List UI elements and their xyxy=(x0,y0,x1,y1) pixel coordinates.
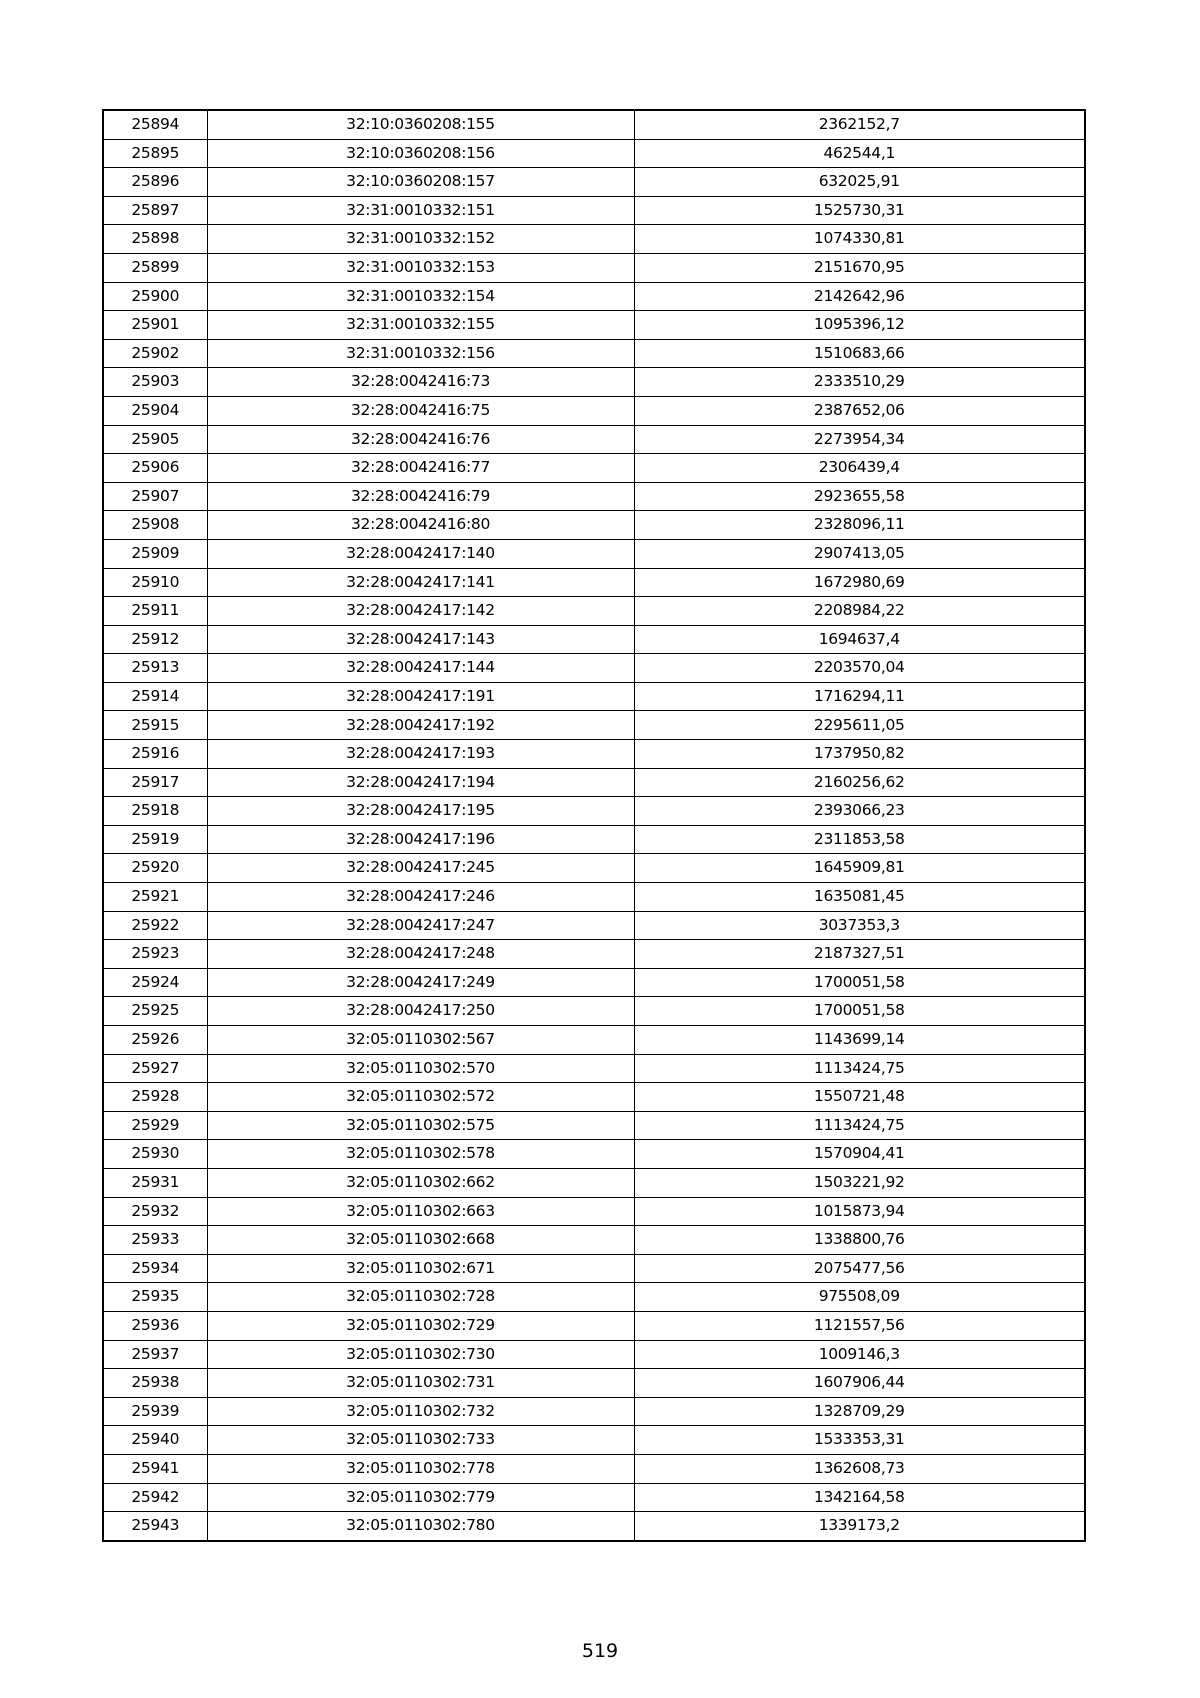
cadastral-value-cell: 1121557,56 xyxy=(634,1311,1085,1340)
cadastral-number-cell: 32:28:0042417:142 xyxy=(207,597,634,626)
cadastral-value-cell: 1550721,48 xyxy=(634,1083,1085,1112)
row-number-cell: 25896 xyxy=(103,168,207,197)
row-number-cell: 25897 xyxy=(103,196,207,225)
page-number: 519 xyxy=(581,1640,619,1662)
row-number-cell: 25927 xyxy=(103,1054,207,1083)
table-row xyxy=(103,1283,1085,1312)
cadastral-value-cell: 1362608,73 xyxy=(634,1454,1085,1483)
cadastral-value-cell: 2151670,95 xyxy=(634,253,1085,282)
cadastral-value-cell: 2203570,04 xyxy=(634,654,1085,683)
row-number-cell: 25909 xyxy=(103,539,207,568)
cadastral-value-cell: 1716294,11 xyxy=(634,682,1085,711)
table-row xyxy=(103,597,1085,626)
table-row xyxy=(103,825,1085,854)
cadastral-value-cell: 1095396,12 xyxy=(634,311,1085,340)
cadastral-value-cell: 2362152,7 xyxy=(634,110,1085,139)
cadastral-number-cell: 32:05:0110302:572 xyxy=(207,1083,634,1112)
row-number-cell: 25894 xyxy=(103,110,207,139)
row-number-cell: 25899 xyxy=(103,253,207,282)
cadastral-number-cell: 32:28:0042417:191 xyxy=(207,682,634,711)
cadastral-number-cell: 32:28:0042417:196 xyxy=(207,825,634,854)
row-number-cell: 25926 xyxy=(103,1026,207,1055)
table-row xyxy=(103,225,1085,254)
table-row xyxy=(103,625,1085,654)
row-number-cell: 25930 xyxy=(103,1140,207,1169)
cadastral-number-cell: 32:05:0110302:578 xyxy=(207,1140,634,1169)
table-row xyxy=(103,139,1085,168)
cadastral-number-cell: 32:28:0042417:245 xyxy=(207,854,634,883)
table-row xyxy=(103,1397,1085,1426)
cadastral-number-cell: 32:28:0042416:79 xyxy=(207,482,634,511)
cadastral-number-cell: 32:05:0110302:570 xyxy=(207,1054,634,1083)
table-row xyxy=(103,1483,1085,1512)
row-number-cell: 25935 xyxy=(103,1283,207,1312)
cadastral-value-cell: 2273954,34 xyxy=(634,425,1085,454)
cadastral-value-cell: 1525730,31 xyxy=(634,196,1085,225)
cadastral-value-cell: 1009146,3 xyxy=(634,1340,1085,1369)
cadastral-number-cell: 32:28:0042416:75 xyxy=(207,396,634,425)
cadastral-value-cell: 632025,91 xyxy=(634,168,1085,197)
cadastral-number-cell: 32:28:0042417:246 xyxy=(207,883,634,912)
cadastral-number-cell: 32:28:0042417:140 xyxy=(207,539,634,568)
cadastral-value-cell: 2160256,62 xyxy=(634,768,1085,797)
cadastral-value-table xyxy=(102,109,1086,1542)
cadastral-number-cell: 32:31:0010332:155 xyxy=(207,311,634,340)
cadastral-number-cell: 32:05:0110302:668 xyxy=(207,1226,634,1255)
cadastral-number-cell: 32:05:0110302:731 xyxy=(207,1369,634,1398)
cadastral-value-cell: 2333510,29 xyxy=(634,368,1085,397)
cadastral-number-cell: 32:31:0010332:154 xyxy=(207,282,634,311)
cadastral-value-cell: 2907413,05 xyxy=(634,539,1085,568)
table-row xyxy=(103,797,1085,826)
table-row xyxy=(103,968,1085,997)
row-number-cell: 25901 xyxy=(103,311,207,340)
cadastral-value-cell: 1700051,58 xyxy=(634,997,1085,1026)
table-row xyxy=(103,1083,1085,1112)
table-row xyxy=(103,1454,1085,1483)
row-number-cell: 25934 xyxy=(103,1254,207,1283)
cadastral-number-cell: 32:05:0110302:779 xyxy=(207,1483,634,1512)
row-number-cell: 25942 xyxy=(103,1483,207,1512)
cadastral-number-cell: 32:31:0010332:156 xyxy=(207,339,634,368)
table-row xyxy=(103,997,1085,1026)
table-row xyxy=(103,883,1085,912)
cadastral-number-cell: 32:28:0042417:141 xyxy=(207,568,634,597)
table-row xyxy=(103,511,1085,540)
cadastral-value-cell: 1645909,81 xyxy=(634,854,1085,883)
row-number-cell: 25925 xyxy=(103,997,207,1026)
row-number-cell: 25931 xyxy=(103,1168,207,1197)
table-row xyxy=(103,1054,1085,1083)
table-row xyxy=(103,1426,1085,1455)
cadastral-value-cell: 2295611,05 xyxy=(634,711,1085,740)
cadastral-number-cell: 32:05:0110302:732 xyxy=(207,1397,634,1426)
cadastral-value-cell: 1672980,69 xyxy=(634,568,1085,597)
cadastral-value-cell: 2393066,23 xyxy=(634,797,1085,826)
cadastral-value-cell: 1533353,31 xyxy=(634,1426,1085,1455)
cadastral-number-cell: 32:28:0042417:192 xyxy=(207,711,634,740)
table-row xyxy=(103,1254,1085,1283)
table-row xyxy=(103,768,1085,797)
table-row xyxy=(103,482,1085,511)
cadastral-value-cell: 1700051,58 xyxy=(634,968,1085,997)
cadastral-value-cell: 2142642,96 xyxy=(634,282,1085,311)
row-number-cell: 25922 xyxy=(103,911,207,940)
table-row xyxy=(103,339,1085,368)
cadastral-value-cell: 975508,09 xyxy=(634,1283,1085,1312)
row-number-cell: 25898 xyxy=(103,225,207,254)
cadastral-value-cell: 2075477,56 xyxy=(634,1254,1085,1283)
table-row xyxy=(103,168,1085,197)
cadastral-value-cell: 3037353,3 xyxy=(634,911,1085,940)
row-number-cell: 25943 xyxy=(103,1512,207,1541)
cadastral-value-cell: 2306439,4 xyxy=(634,454,1085,483)
row-number-cell: 25933 xyxy=(103,1226,207,1255)
cadastral-number-cell: 32:28:0042417:248 xyxy=(207,940,634,969)
cadastral-value-cell: 1339173,2 xyxy=(634,1512,1085,1541)
cadastral-number-cell: 32:05:0110302:730 xyxy=(207,1340,634,1369)
table-row xyxy=(103,110,1085,139)
row-number-cell: 25913 xyxy=(103,654,207,683)
cadastral-number-cell: 32:28:0042417:144 xyxy=(207,654,634,683)
cadastral-value-cell: 2187327,51 xyxy=(634,940,1085,969)
cadastral-number-cell: 32:31:0010332:152 xyxy=(207,225,634,254)
cadastral-value-cell: 1338800,76 xyxy=(634,1226,1085,1255)
cadastral-number-cell: 32:10:0360208:156 xyxy=(207,139,634,168)
table-row xyxy=(103,368,1085,397)
cadastral-value-cell: 2328096,11 xyxy=(634,511,1085,540)
cadastral-value-cell: 1113424,75 xyxy=(634,1111,1085,1140)
cadastral-value-cell: 1328709,29 xyxy=(634,1397,1085,1426)
row-number-cell: 25900 xyxy=(103,282,207,311)
table-row xyxy=(103,396,1085,425)
cadastral-value-cell: 1737950,82 xyxy=(634,740,1085,769)
row-number-cell: 25917 xyxy=(103,768,207,797)
cadastral-number-cell: 32:05:0110302:733 xyxy=(207,1426,634,1455)
table-row xyxy=(103,854,1085,883)
table-row xyxy=(103,1226,1085,1255)
row-number-cell: 25906 xyxy=(103,454,207,483)
row-number-cell: 25938 xyxy=(103,1369,207,1398)
table-row xyxy=(103,682,1085,711)
row-number-cell: 25932 xyxy=(103,1197,207,1226)
table-row xyxy=(103,454,1085,483)
table-row xyxy=(103,740,1085,769)
cadastral-number-cell: 32:31:0010332:151 xyxy=(207,196,634,225)
table-row xyxy=(103,1369,1085,1398)
cadastral-number-cell: 32:28:0042417:250 xyxy=(207,997,634,1026)
table-row xyxy=(103,940,1085,969)
table-row xyxy=(103,1111,1085,1140)
row-number-cell: 25941 xyxy=(103,1454,207,1483)
cadastral-number-cell: 32:05:0110302:728 xyxy=(207,1283,634,1312)
table-row xyxy=(103,311,1085,340)
cadastral-number-cell: 32:10:0360208:155 xyxy=(207,110,634,139)
cadastral-value-cell: 2208984,22 xyxy=(634,597,1085,626)
row-number-cell: 25914 xyxy=(103,682,207,711)
cadastral-value-cell: 1074330,81 xyxy=(634,225,1085,254)
row-number-cell: 25920 xyxy=(103,854,207,883)
table-row xyxy=(103,282,1085,311)
cadastral-number-cell: 32:31:0010332:153 xyxy=(207,253,634,282)
row-number-cell: 25928 xyxy=(103,1083,207,1112)
table-row xyxy=(103,1512,1085,1541)
cadastral-number-cell: 32:28:0042416:76 xyxy=(207,425,634,454)
cadastral-number-cell: 32:05:0110302:662 xyxy=(207,1168,634,1197)
cadastral-number-cell: 32:28:0042417:193 xyxy=(207,740,634,769)
row-number-cell: 25937 xyxy=(103,1340,207,1369)
cadastral-value-cell: 1635081,45 xyxy=(634,883,1085,912)
cadastral-value-cell: 1342164,58 xyxy=(634,1483,1085,1512)
cadastral-number-cell: 32:28:0042417:194 xyxy=(207,768,634,797)
row-number-cell: 25918 xyxy=(103,797,207,826)
cadastral-number-cell: 32:28:0042417:249 xyxy=(207,968,634,997)
row-number-cell: 25940 xyxy=(103,1426,207,1455)
row-number-cell: 25904 xyxy=(103,396,207,425)
cadastral-value-cell: 462544,1 xyxy=(634,139,1085,168)
table-body xyxy=(103,110,1085,1541)
row-number-cell: 25905 xyxy=(103,425,207,454)
row-number-cell: 25916 xyxy=(103,740,207,769)
row-number-cell: 25895 xyxy=(103,139,207,168)
table-row xyxy=(103,1026,1085,1055)
table-row xyxy=(103,711,1085,740)
cadastral-value-cell: 1503221,92 xyxy=(634,1168,1085,1197)
cadastral-value-cell: 1113424,75 xyxy=(634,1054,1085,1083)
row-number-cell: 25929 xyxy=(103,1111,207,1140)
cadastral-number-cell: 32:05:0110302:671 xyxy=(207,1254,634,1283)
cadastral-number-cell: 32:10:0360208:157 xyxy=(207,168,634,197)
cadastral-value-cell: 1694637,4 xyxy=(634,625,1085,654)
cadastral-value-cell: 1607906,44 xyxy=(634,1369,1085,1398)
cadastral-value-cell: 2387652,06 xyxy=(634,396,1085,425)
row-number-cell: 25903 xyxy=(103,368,207,397)
table-row xyxy=(103,1340,1085,1369)
cadastral-number-cell: 32:05:0110302:567 xyxy=(207,1026,634,1055)
row-number-cell: 25902 xyxy=(103,339,207,368)
row-number-cell: 25923 xyxy=(103,940,207,969)
table-row xyxy=(103,654,1085,683)
cadastral-number-cell: 32:05:0110302:778 xyxy=(207,1454,634,1483)
table-row xyxy=(103,1311,1085,1340)
cadastral-number-cell: 32:28:0042417:195 xyxy=(207,797,634,826)
table-row xyxy=(103,425,1085,454)
row-number-cell: 25907 xyxy=(103,482,207,511)
table-row xyxy=(103,568,1085,597)
cadastral-number-cell: 32:05:0110302:729 xyxy=(207,1311,634,1340)
cadastral-number-cell: 32:05:0110302:780 xyxy=(207,1512,634,1541)
cadastral-value-cell: 2311853,58 xyxy=(634,825,1085,854)
row-number-cell: 25915 xyxy=(103,711,207,740)
table-row xyxy=(103,911,1085,940)
table-row xyxy=(103,1197,1085,1226)
row-number-cell: 25908 xyxy=(103,511,207,540)
cadastral-value-cell: 1570904,41 xyxy=(634,1140,1085,1169)
row-number-cell: 25910 xyxy=(103,568,207,597)
row-number-cell: 25939 xyxy=(103,1397,207,1426)
row-number-cell: 25919 xyxy=(103,825,207,854)
table-row xyxy=(103,539,1085,568)
cadastral-number-cell: 32:28:0042417:143 xyxy=(207,625,634,654)
cadastral-number-cell: 32:28:0042416:77 xyxy=(207,454,634,483)
row-number-cell: 25912 xyxy=(103,625,207,654)
cadastral-number-cell: 32:28:0042416:73 xyxy=(207,368,634,397)
table-row xyxy=(103,1168,1085,1197)
row-number-cell: 25924 xyxy=(103,968,207,997)
cadastral-value-cell: 2923655,58 xyxy=(634,482,1085,511)
cadastral-number-cell: 32:28:0042417:247 xyxy=(207,911,634,940)
row-number-cell: 25921 xyxy=(103,883,207,912)
cadastral-number-cell: 32:05:0110302:663 xyxy=(207,1197,634,1226)
table-row xyxy=(103,196,1085,225)
cadastral-number-cell: 32:05:0110302:575 xyxy=(207,1111,634,1140)
cadastral-value-cell: 1510683,66 xyxy=(634,339,1085,368)
row-number-cell: 25911 xyxy=(103,597,207,626)
cadastral-value-cell: 1015873,94 xyxy=(634,1197,1085,1226)
table-row xyxy=(103,1140,1085,1169)
cadastral-number-cell: 32:28:0042416:80 xyxy=(207,511,634,540)
row-number-cell: 25936 xyxy=(103,1311,207,1340)
table-row xyxy=(103,253,1085,282)
cadastral-value-cell: 1143699,14 xyxy=(634,1026,1085,1055)
